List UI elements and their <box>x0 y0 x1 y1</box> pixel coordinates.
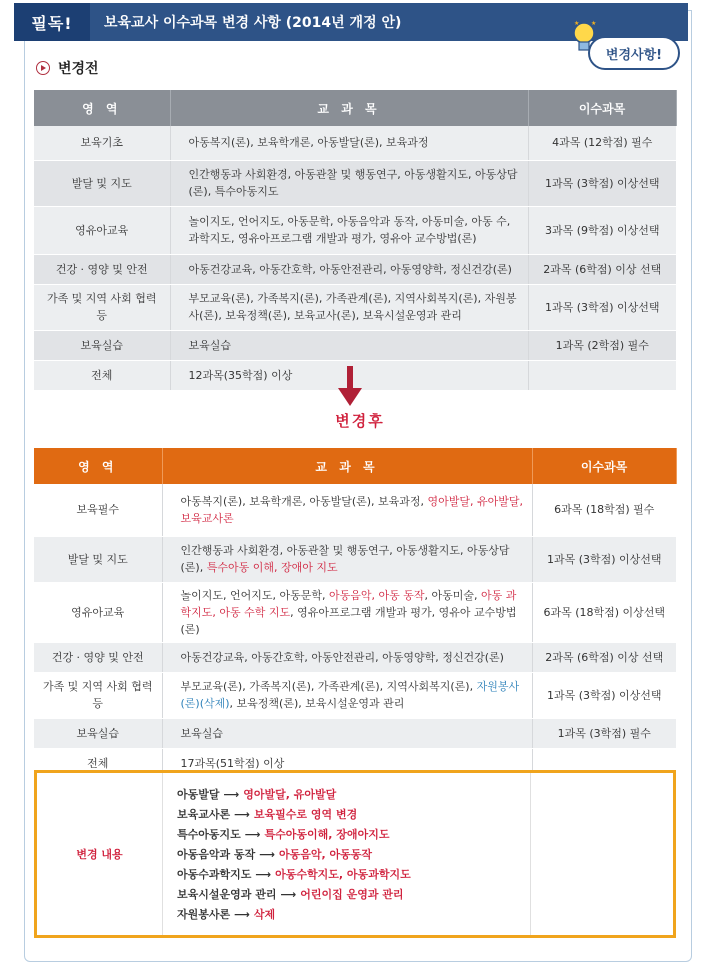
subjects-text: 인간행동과 사회환경, 아동관찰 및 행동연구, 아동생활지도, 아동상담(론), <box>180 544 510 574</box>
requirement-cell: 1과목 (3학점) 이상선택 <box>528 160 676 206</box>
area-cell: 건강 · 영양 및 안전 <box>34 254 170 284</box>
requirement-cell: 3과목 (9학점) 이상선택 <box>528 206 676 254</box>
subjects-cell <box>162 582 532 642</box>
requirement-cell: 1과목 (2학점) 필수 <box>528 330 676 360</box>
changes-box <box>34 770 676 938</box>
area-cell: 보육실습 <box>34 330 170 360</box>
change-from: 보육시설운영과 관리 <box>177 888 277 901</box>
subjects-text: 부모교육(론), 가족복지(론), 가족관계(론), 지역사회복지(론), <box>180 680 477 693</box>
change-from: 보육교사론 <box>177 808 231 821</box>
arrow-right-icon: ⟶ <box>259 848 275 861</box>
requirement-cell: 1과목 (3학점) 이상선택 <box>528 284 676 330</box>
change-item <box>177 825 530 845</box>
change-from: 아동수과학지도 <box>177 868 252 881</box>
change-from: 자원봉사론 <box>177 908 231 921</box>
svg-text:★: ★ <box>574 20 580 27</box>
requirement-cell: 4과목 (12학점) 필수 <box>528 126 676 160</box>
table-row <box>34 160 676 206</box>
subjects-text: , 보육정책(론), 보육시설운영과 관리 <box>229 697 405 710</box>
change-to: 아동음악, 아동동작 <box>279 848 373 861</box>
change-item <box>177 885 530 905</box>
subjects-cell <box>162 536 532 582</box>
table-row <box>34 254 676 284</box>
column-header-requirement: 이수과목 <box>528 90 676 126</box>
subjects-cell: 놀이지도, 언어지도, 아동문학, 아동음악과 동작, 아동미술, 아동 수, 과학지도, 영유아프로그램 개발과 평가, 영유아 교수방법(론) <box>170 206 528 254</box>
changes-empty-cell <box>531 773 673 935</box>
table-row <box>34 536 676 582</box>
change-to: 아동수학지도, 아동과학지도 <box>275 868 411 881</box>
area-cell: 영유아교육 <box>34 206 170 254</box>
arrow-right-icon: ⟶ <box>234 808 250 821</box>
subjects-highlight: 유아발달, 보육교사론 <box>180 494 524 525</box>
page-title: 보육교사 이수과목 변경 사항 (2014년 개정 안) <box>104 15 402 31</box>
subjects-text: 아동복지(론), 보육학개론, 아동발달(론), 보육과정, <box>180 494 428 508</box>
before-label-text: 변경전 <box>58 61 99 77</box>
area-cell: 보육실습 <box>34 718 162 748</box>
subjects-highlight: 영아발달 <box>427 494 471 508</box>
table-row <box>34 718 676 748</box>
change-from: 특수아동지도 <box>177 828 241 841</box>
changes-badge <box>566 14 686 76</box>
table-row <box>34 330 676 360</box>
table-row <box>34 642 676 672</box>
table-row <box>34 672 676 718</box>
arrow-right-icon: ⟶ <box>223 788 240 801</box>
change-item <box>177 905 530 925</box>
subjects-text: , 영유아프로그램 개발과 평가, 영유아 교수방법(론) <box>180 605 517 636</box>
before-table <box>34 90 677 391</box>
area-cell: 전체 <box>34 360 170 390</box>
column-header-subjects: 교 과 목 <box>170 90 528 126</box>
table-row <box>34 206 676 254</box>
subjects-cell: 아동건강교육, 아동간호학, 아동안전관리, 아동영양학, 정신건강(론) <box>162 642 532 672</box>
subjects-cell <box>162 672 532 718</box>
area-cell: 보육기초 <box>34 126 170 160</box>
requirement-cell: 6과목 (18학점) 필수 <box>532 484 676 536</box>
after-section-label: 변경후 <box>335 412 385 430</box>
subjects-highlight: 특수아동 이해, 장애아 지도 <box>206 561 338 574</box>
arrow-right-icon: ⟶ <box>244 828 261 841</box>
requirement-cell: 1과목 (3학점) 이상선택 <box>532 672 676 718</box>
table-row <box>34 284 676 330</box>
change-item <box>177 845 530 865</box>
area-cell: 발달 및 지도 <box>34 536 162 582</box>
subjects-cell: 12과목(35학점) 이상 <box>170 360 528 390</box>
requirement-cell: 1과목 (3학점) 이상선택 <box>532 536 676 582</box>
column-header-subjects: 교 과 목 <box>162 448 532 484</box>
arrow-right-icon: ⟶ <box>234 908 250 921</box>
subjects-cell: 보육실습 <box>170 330 528 360</box>
area-cell: 가족 및 지역 사회 협력 등 <box>34 672 162 718</box>
requirement-cell: 6과목 (18학점) 이상선택 <box>532 582 676 642</box>
changes-list <box>163 773 531 935</box>
subjects-highlight: 아동 과학지도, 아동 수학 지도 <box>180 588 517 619</box>
change-item <box>177 865 530 885</box>
subjects-highlight: 아동음악, 아동 동작 <box>329 588 425 602</box>
change-item <box>177 805 530 825</box>
subjects-text: 놀이지도, 언어지도, 아동문학, <box>180 588 329 602</box>
subjects-deleted: 자원봉사(론)(삭제) <box>180 680 520 710</box>
requirement-cell: 2과목 (6학점) 이상 선택 <box>528 254 676 284</box>
subjects-cell: 아동건강교육, 아동간호학, 아동안전관리, 아동영양학, 정신건강(론) <box>170 254 528 284</box>
column-header-area: 영 역 <box>34 90 170 126</box>
column-header-area: 영 역 <box>34 448 162 484</box>
change-to: 어린이집 운영과 관리 <box>300 888 404 901</box>
area-cell: 전체 <box>34 748 162 778</box>
area-cell: 영유아교육 <box>34 582 162 642</box>
down-arrow-icon <box>336 366 364 408</box>
table-header-row <box>34 448 676 484</box>
change-to: 보육필수로 영역 변경 <box>253 808 358 821</box>
area-cell: 보육필수 <box>34 484 162 536</box>
table-row <box>34 126 676 160</box>
change-to: 삭제 <box>253 908 276 921</box>
table-row <box>34 582 676 642</box>
play-circle-icon <box>36 61 50 75</box>
change-from: 아동음악과 동작 <box>177 848 256 861</box>
subjects-cell: 인간행동과 사회환경, 아동관찰 및 행동연구, 아동생활지도, 아동상담(론), 특수아동지도 <box>170 160 528 206</box>
change-from: 아동발달 <box>177 788 220 801</box>
requirement-cell <box>528 360 676 390</box>
requirement-cell: 2과목 (6학점) 이상 선택 <box>532 642 676 672</box>
requirement-cell: 1과목 (3학점) 필수 <box>532 718 676 748</box>
change-item <box>177 785 530 805</box>
subjects-cell: 아동복지(론), 보육학개론, 아동발달(론), 보육과정 <box>170 126 528 160</box>
area-cell: 건강 · 영양 및 안전 <box>34 642 162 672</box>
subjects-text: , 아동미술, <box>424 588 481 602</box>
changes-label: 변경 내용 <box>37 773 163 935</box>
column-header-requirement: 이수과목 <box>532 448 676 484</box>
table-header-row <box>34 90 676 126</box>
subjects-cell: 17과목(51학점) 이상 <box>162 748 532 778</box>
subjects-cell: 보육실습 <box>162 718 532 748</box>
area-cell: 발달 및 지도 <box>34 160 170 206</box>
subjects-separator: , <box>470 494 478 508</box>
area-cell: 가족 및 지역 사회 협력 등 <box>34 284 170 330</box>
after-table <box>34 448 677 779</box>
change-to: 특수아동이해, 장애아지도 <box>264 828 390 841</box>
arrow-right-icon: ⟶ <box>280 888 297 901</box>
table-row <box>34 484 676 536</box>
before-section-label <box>36 58 99 78</box>
must-read-tag: 필독! <box>14 3 90 41</box>
changes-badge-label: 변경사항! <box>588 36 680 70</box>
arrow-right-icon: ⟶ <box>255 868 272 881</box>
subjects-cell <box>162 484 532 536</box>
svg-text:★: ★ <box>591 20 597 27</box>
change-to: 영아발달, 유아발달 <box>243 788 337 801</box>
subjects-cell: 부모교육(론), 가족복지(론), 가족관계(론), 지역사회복지(론), 자원봉사(론), 보육정책(론), 보육교사(론), 보육시설운영과 관리 <box>170 284 528 330</box>
